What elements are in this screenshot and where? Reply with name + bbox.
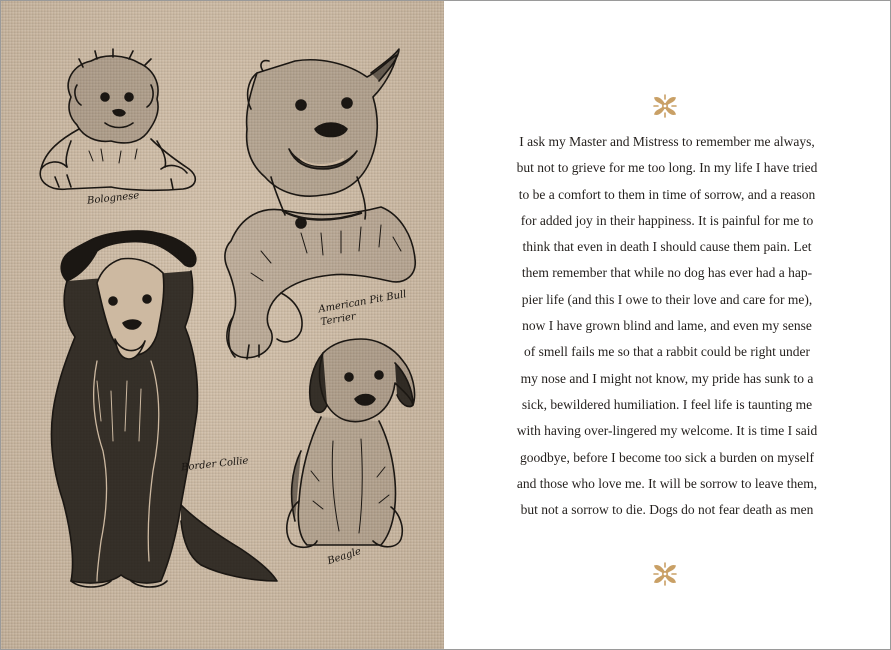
passage-line: to be a comfort to them in time of sorrow, and a reason xyxy=(518,186,816,202)
passage-line: and those who love me. It will be sorrow to leave them, xyxy=(516,475,818,491)
caption-beagle: Beagle xyxy=(326,545,363,568)
passage-line: think that even in death I should cause them pain. Let xyxy=(522,239,812,255)
passage-line: but not a sorrow to die. Dogs do not fear death as men xyxy=(520,502,814,518)
bolognese-drawing xyxy=(40,49,195,190)
caption-bolognese: Bolognese xyxy=(86,190,140,207)
passage-line: but not to grieve for me too long. In my life I have tried xyxy=(516,160,818,176)
dog-illustrations xyxy=(1,1,444,649)
passage-line: I ask my Master and Mistress to remember me always, xyxy=(519,134,815,149)
passage-line: for added joy in their happiness. It is painful for me to xyxy=(520,212,814,228)
caption-pit-bull: American Pit Bull Terrier xyxy=(317,289,408,329)
passage-line: sick, bewildered humiliation. I feel life is taunting me xyxy=(521,396,813,412)
passage-line: pier life (and this I owe to their love and care for me), xyxy=(521,291,813,307)
caption-border-collie: Border Collie xyxy=(180,455,250,474)
passage-line: my nose and I might not know, my pride has sunk to a xyxy=(520,370,814,386)
passage-line: now I have grown blind and lame, and even my sense xyxy=(522,318,812,334)
passage-line: them remember that while no dog has ever had a hap- xyxy=(521,265,813,281)
illustration-page xyxy=(1,1,444,649)
passage-line: of smell fails me so that a rabbit could be right under xyxy=(523,344,811,360)
text-page xyxy=(444,1,890,649)
fleuron-ornament-icon xyxy=(652,561,678,587)
passage-line: with having over-lingered my welcome. It is time I said xyxy=(516,423,818,439)
passage-line: goodbye, before I become too sick a burden on myself xyxy=(520,449,814,465)
passage-text xyxy=(454,129,880,523)
fleuron-ornament-icon xyxy=(652,93,678,119)
beagle-drawing xyxy=(287,339,415,547)
